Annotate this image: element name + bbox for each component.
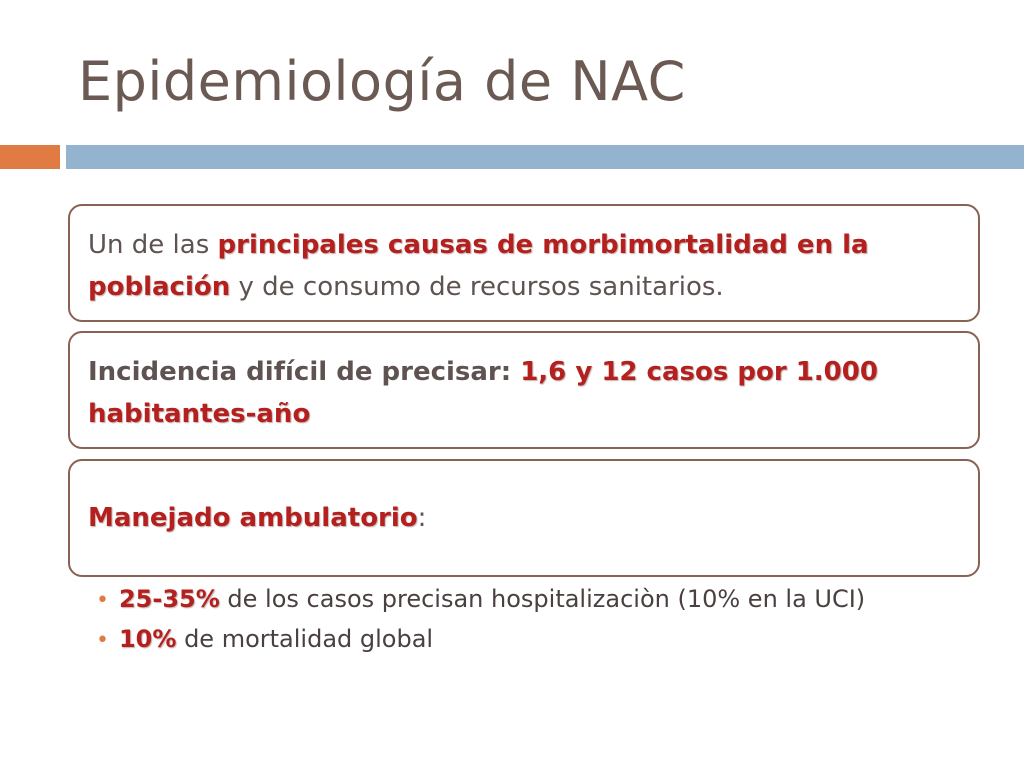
- accent-bar-blue: [66, 145, 1024, 169]
- slide-title: Epidemiología de NAC: [78, 50, 686, 113]
- box1-text-post: y de consumo de recursos sanitarios.: [230, 272, 724, 302]
- box2-highlight: 1,6 y 12 casos por 1.000 habitantes-año: [88, 357, 878, 429]
- bullet1-text: de los casos precisan hospitalizaciòn (10% en la UCI): [219, 585, 866, 613]
- bullet-list: [96, 580, 996, 660]
- box3-highlight: Manejado ambulatorio: [88, 503, 418, 533]
- bullet2-text: de mortalidad global: [176, 625, 434, 653]
- box2-text-pre: Incidencia difícil de precisar: [88, 357, 501, 387]
- box1-text-pre: Un de las: [88, 230, 218, 260]
- content-box-incidence: [68, 331, 980, 449]
- bullet2-highlight: 10%: [118, 625, 177, 653]
- content-box-ambulatory: [68, 459, 980, 577]
- accent-bar-orange: [0, 145, 60, 169]
- list-item: [96, 620, 996, 660]
- bullet-icon: •: [96, 588, 109, 613]
- bullet-icon: •: [96, 628, 109, 653]
- bullet1-highlight: 25-35%: [118, 585, 220, 613]
- box1-highlight: principales causas de morbimortalidad en la población: [88, 230, 869, 302]
- box2-colon: :: [500, 357, 521, 387]
- list-item: [96, 580, 996, 620]
- box3-colon: :: [417, 503, 427, 533]
- content-box-morbimortality: [68, 204, 980, 322]
